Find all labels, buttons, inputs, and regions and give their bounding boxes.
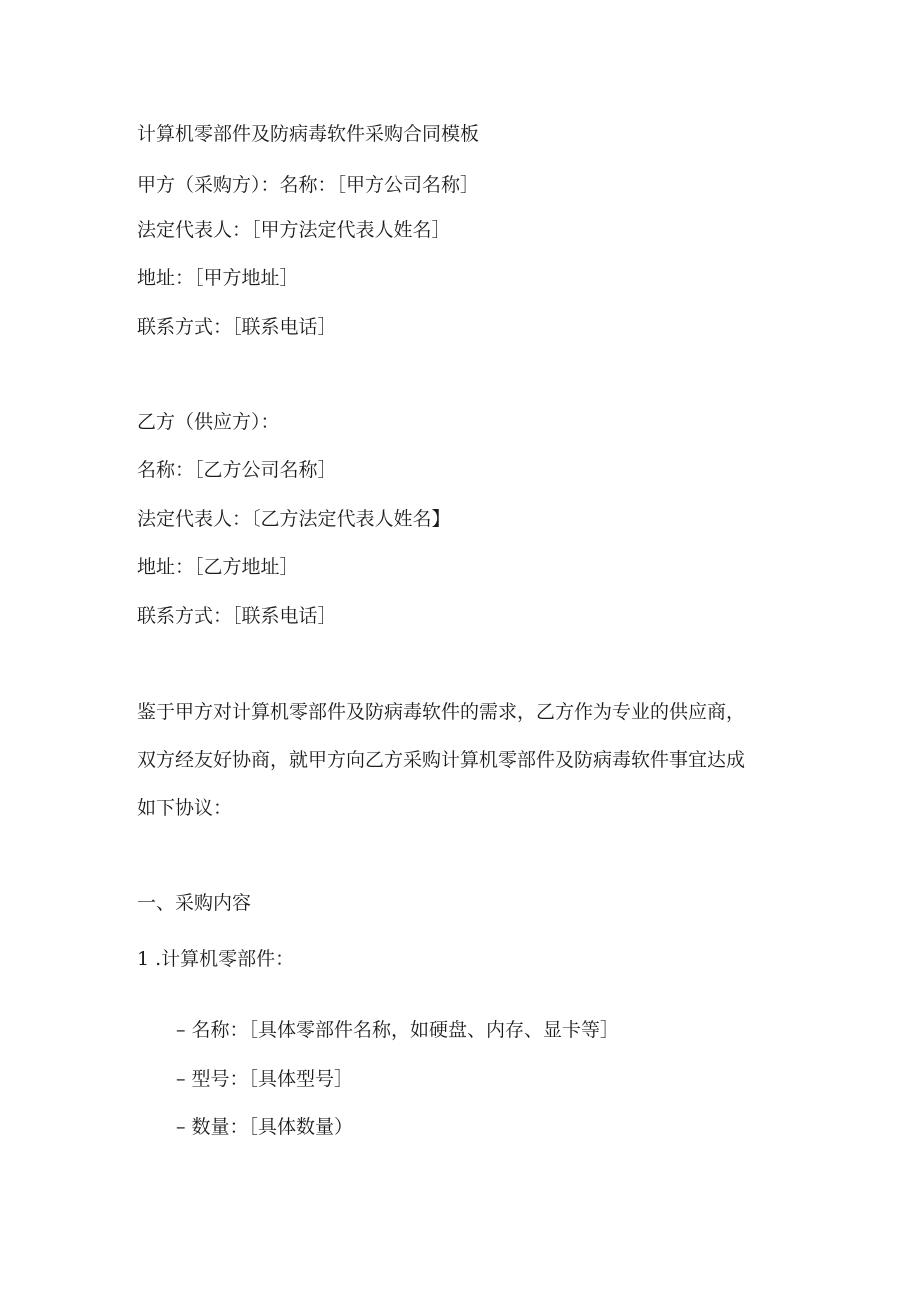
party-a-contact: 联系方式：［联系电话］	[137, 316, 337, 338]
party-b-address: 地址：［乙方地址］	[137, 556, 299, 578]
bullet-item-model: – 型号：［具体型号］	[176, 1068, 354, 1090]
party-b-heading: 乙方（供应方）：	[137, 411, 280, 433]
section-heading: 一、采购内容	[137, 892, 252, 914]
preamble-line: 鉴于甲方对计算机零部件及防病毒软件的需求，乙方作为专业的供应商，	[137, 701, 746, 723]
party-b-contact: 联系方式：［联系电话］	[137, 605, 337, 627]
bullet-item-name: – 名称：［具体零部件名称，如硬盘、内存、显卡等］	[176, 1019, 620, 1041]
preamble-line: 双方经友好协商，就甲方向乙方采购计算机零部件及防病毒软件事宜达成	[137, 749, 746, 771]
bullet-item-quantity: – 数量：［具体数量）	[176, 1116, 354, 1138]
preamble-paragraph	[137, 688, 787, 832]
party-a-representative: 法定代表人：［甲方法定代表人姓名］	[137, 219, 451, 241]
party-b-name: 名称：［乙方公司名称］	[137, 459, 337, 481]
preamble-line: 如下协议：	[137, 797, 233, 819]
party-b-representative: 法定代表人：〔乙方法定代表人姓名】	[137, 508, 451, 530]
party-a-address: 地址：［甲方地址］	[137, 267, 299, 289]
item-heading: 1 .计算机零部件：	[137, 948, 295, 970]
party-a-heading: 甲方（采购方）：名称：［甲方公司名称］	[137, 174, 480, 196]
document-title: 计算机零部件及防病毒软件采购合同模板	[137, 123, 480, 145]
